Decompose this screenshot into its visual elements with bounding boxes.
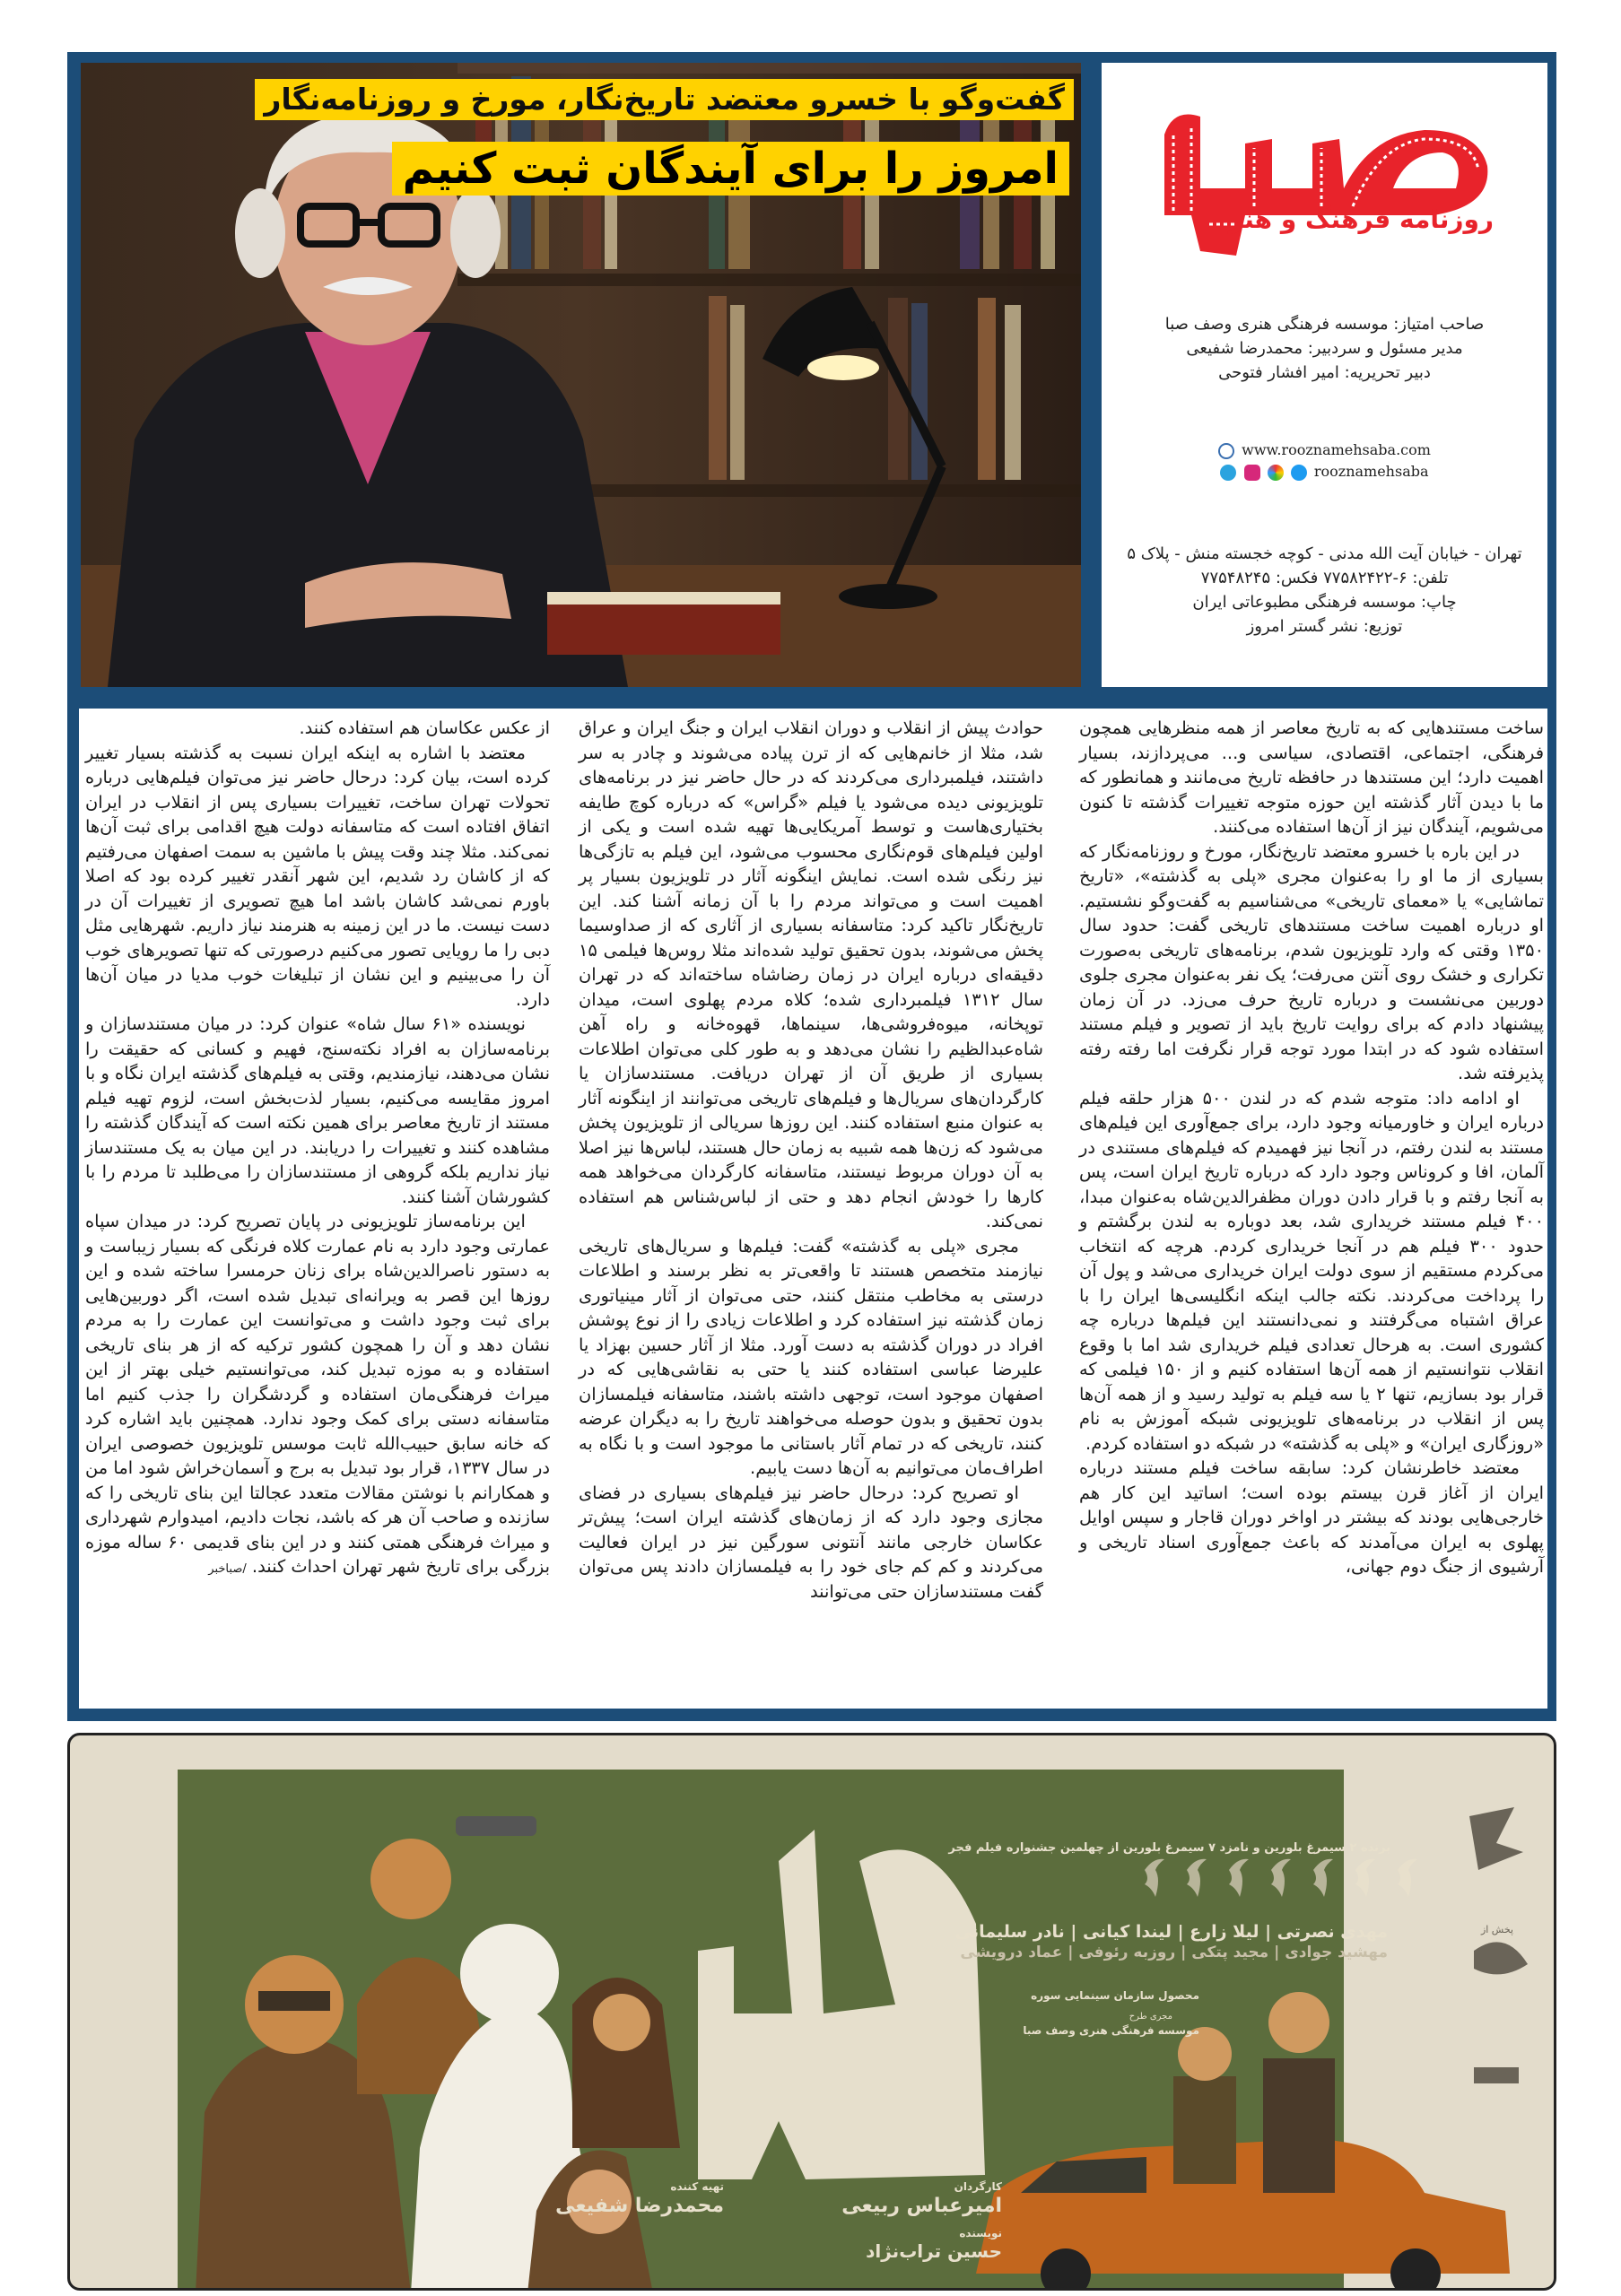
distribution: توزیع: نشر گستر امروز (1246, 617, 1403, 636)
paragraph: معتضد با اشاره به اینکه ایران نسبت به گذشته بسیار تغییر کرده است، بیان کرد: درحال حاضر نیز می‌توان فیلم‌هایی درباره تحولات تهران ساخت، تغییرات بسیاری پس از انقلاب در ایران اتفاق افتاده است که متاسفانه دولت هیچ اقدامی برای ثبت آن‌ها نمی‌کند. مثلا چند وقت پیش با ماشین به سمت اصفهان می‌رفتیم که از کاشان رد شدیم، این شهر آنقدر تغییر کرده بود که اصلا باورم نمی‌شد کاشان باشد اما هیچ تصویری از تغییرات آن در دست نیست. ما در این زمینه به هنرمند نیاز داریم. شهرهایی مثل دبی را ما رویایی تصور می‌کنیم درصورتی که تنها تصویرهای خوب آن را می‌بینیم و این نشان از تبلیغات خوب مدیا در میان آن‌ها دارد. (85, 742, 550, 1010)
paragraph: ساخت مستندهایی که به تاریخ معاصر از همه منظرهایی همچون فرهنگی، اجتماعی، اقتصادی، سیاسی و... می‌پردازند، بسیار اهمیت دارد؛ این مستندها در حافظه تاریخ می‌مانند و همانطور که ما با دیدن آثار گذشته این حوزه متوجه تغییرات گذشته تا کنون می‌شویم، آیندگان نیز از آن‌ها استفاده می‌کنند. (1079, 718, 1544, 837)
staff-list (1102, 312, 1547, 385)
writer-name: حسین تراب‌نژاد (866, 2240, 1002, 2262)
festival-awards-line: برنده ۲ سیمرغ بلورین و نامزد ۷ سیمرغ بلورین از چهلمین جشنواره فیلم فجر (948, 1841, 1390, 1855)
director-name: امیرعباس ربیعی (841, 2195, 1002, 2217)
social-handle[interactable]: rooznamehsaba (1313, 463, 1429, 480)
simorgh-award-icon (1271, 1859, 1291, 1897)
phone-fax: تلفن: ۶-۷۷۵۸۲۴۲۲ فکس: ۷۷۵۴۸۲۴۵ (1200, 569, 1449, 587)
staff-owner: صاحب امتیاز: موسسه فرهنگی هنری وصف صبا (1164, 315, 1485, 334)
simorgh-award-icon (1145, 1859, 1164, 1897)
distributor-logo (1474, 1942, 1528, 1974)
paragraph: در این باره با خسرو معتضد تاریخ‌نگار، مورخ و روزنامه‌نگار که بسیاری از ما او را به‌عنوان مجری «پلی به گذشته»، «تاریخ تماشایی» یا «معمای تاریخی» می‌شناسیم به گفت‌وگو نشستیم. او درباره اهمیت ساخت مستندهای تاریخی گفت: حدود سال ۱۳۵۰ وقتی که وارد تلویزیون شدم، برنامه‌های تاریخی به‌صورت تکراری و خشک روی آنتن می‌رفت؛ یک نفر به‌عنوان مجری جلوی دوربین می‌نشست و درباره تاریخ حرف می‌زد. در آن زمان پیشنهاد دادم که برای روایت تاریخ باید از تصویر و فیلم مستند استفاده شود که در ابتدا مورد توجه قرار نگرفت اما رفته رفته پذیرفته شد. (1079, 840, 1544, 1083)
director-label: کارگردان (954, 2180, 1002, 2193)
paragraph: نویسنده «۶۱ سال شاه» عنوان کرد: در میان مستندسازان و برنامه‌سازان به افراد نکته‌سنج، فهیم و کسانی که حقیقت را نشان می‌دهند، نیازمندیم، وقتی به فیلم‌های گذشته ایران نگاه و با امروز مقایسه می‌کنیم، بسیار لذت‌بخش است، لزوم تهیه فیلم مستند از تاریخ معاصر برای همین نکته است که آیندگان گذشته را مشاهده کنند و تغییرات را دریابند. در این میان به یک مستندساز نیاز نداریم بلکه گروهی از مستندسازان را می‌طلبد تا مردم را با کشورشان آشنا کنند. (85, 1013, 550, 1207)
article-headline: امروز را برای آیندگان ثبت کنیم (392, 142, 1069, 196)
news-source: /صباخبر (208, 1562, 247, 1576)
address: تهران - خیابان آیت الله مدنی - کوچه خجسته منش - پلاک ۵ (1127, 544, 1522, 563)
paragraph: از عکس عکاسان هم استفاده کنند. (299, 718, 550, 738)
rubika-icon[interactable] (1268, 465, 1284, 481)
globe-icon (1218, 443, 1234, 459)
instagram-icon[interactable] (1244, 465, 1260, 481)
paragraph (85, 1209, 550, 1582)
paragraph: او ادامه داد: متوجه شدم که در لندن ۵۰۰ هزار حلقه فیلم درباره ایران و خاورمیانه وجود دارد، برای جمع‌آوری این فیلم‌های مستند به لندن رفتم، در آنجا نیز فهمیدم که فیلم‌های مستندی در آلمان، افا و کروناس وجود دارد که درباره تاریخ ایران است، پس به آنجا رفتم و با قرار دادن دوران مظفرالدین‌شاه به‌عنوان مبدا، ۴۰۰ فیلم مستند خریداری شد، بعد دوباره به لندن برگشتم و حدود ۳۰۰ فیلم هم در آنجا خریداری کردم. هرچه که انتخاب می‌کردم مستقیم از سوی دولت ایران خریداری می‌شد و پول آن را پرداخت می‌کردند. نکته جالب اینکه انگلیسی‌ها ایران را با عراق اشتباه می‌گرفتند و نمی‌دانستند این فیلم‌ها درباره چه کشوری است. به هرحال تعدادی فیلم خریداری شد اما با وقوع انقلاب نتوانستیم از همه آن‌ها استفاده کنیم و از ۱۵۰ فیلمی که قرار بود بسازیم، تنها ۲ یا سه فیلم به تولید رسید و از همه آن‌ها پس از انقلاب در برنامه‌های تلویزیونی شبکه آموزش به نام «روزگاری ایران» و «پلی به گذشته» در شبکه دو استفاده کردم. (1079, 1087, 1545, 1454)
printer: چاپ: موسسه فرهنگی مطبوعاتی ایران (1192, 593, 1457, 612)
distributor-logos (1469, 1807, 1528, 2083)
article-column-3 (85, 716, 550, 1702)
paragraph: حوادث پیش از انقلاب و دوران انقلاب ایران و جنگ ایران و عراق شد، مثلا از خانم‌هایی که از ترن پیاده می‌شوند و چادر به سر داشتند، فیلمبرداری می‌کردند که در حال حاضر نیز در برنامه‌های تلویزیونی دیده می‌شود یا فیلم «گراس» که درباره کوچ طایفه بختیاری‌هاست و توسط آمریکایی‌ها تهیه شده است و یکی از اولین فیلم‌های قوم‌نگاری محسوب می‌شود، این فیلم به تازگی‌ها نیز رنگی شده است. نمایش اینگونه آثار در تلویزیون بسیار پر اهمیت است و می‌تواند مردم را با آن زمانه آشنا کند. این تاریخ‌نگار تاکید کرد: متاسفانه بسیاری از آثاری که از صداوسیما پخش می‌شوند، بدون تحقیق تولید شده‌اند مثلا روس‌ها فیلمی ۱۵ دقیقه‌ای درباره ایران در زمان رضاشاه ساخته‌اند که در تهران سال ۱۳۱۲ فیلمبرداری شده؛ کلاه مردم پهلوی است، میدان توپخانه، میوه‌فروشی‌ها، سینماها، قهوه‌خانه و راه آهن شاه‌عبدالظیم را نشان می‌دهد و به طور کلی می‌توان اطلاعات بسیاری از طریق آن از تهران دریافت. مستندسازان یا کارگردان‌های سریال‌ها و فیلم‌های تاریخی می‌توانند از اینگونه آثار به عنوان منبع استفاده کنند. این روزها سریالی از تلویزیون پخش می‌شود که زن‌ها همه شبیه به زمان حال هستند، لباس‌ها نیز اصلا به آن دوران مربوط نیستند، متاسفانه کارگردان می‌خواهد همه کارها را خودش انجام دهد و حتی از لباس‌شناس هم استفاده نمی‌کند. (579, 718, 1043, 1231)
paragraph: او تصریح کرد: درحال حاضر نیز فیلم‌های بسیاری در فضای مجازی وجود دارد که از زمان‌های گذشته ایران است؛ پیش‌تر عکاسان خارجی مانند آنتونی سورگین نیز در ایران فعالیت می‌کردند و کم کم جای خود را به فیلمسازان دادند پس می‌توان گفت مستندسازان حتی می‌توانند (579, 1482, 1043, 1602)
producer-label: تهیه کننده (670, 2180, 724, 2193)
handgun (456, 1816, 536, 1836)
simorgh-award-icon (1398, 1859, 1417, 1897)
website-link[interactable]: www.rooznamehsaba.com (1242, 441, 1431, 458)
paragraph: مجری «پلی به گذشته» گفت: فیلم‌ها و سریال‌های تاریخی نیازمند متخصص هستند تا واقعی‌تر به نظر برسند و اطلاعات درستی به مخاطب منتقل کنند، حتی می‌توان از آثار مینیاتوری زمان گذشته نیز استفاده کرد و اطلاعات زیادی را از نوع پوشش افراد در دوران گذشته به دست آورد. مثلا از آثار حسین بهزاد یا علیرضا عباسی استفاده کنند یا حتی به نقاشی‌هایی که در اصفهان موجود است، توجهی داشته باشند، متاسفانه فیلمسازان بدون تحقیق و بدون حوصله می‌خواهند تاریخ را به دیگران عرضه کنند، تاریخی که در تمام آثار باستانی ما موجود است و با نگاه به اطراف‌مان می‌توانیم به آن‌ها دست یابیم. (579, 1235, 1043, 1478)
contact-info (1102, 542, 1547, 639)
distributor-logo (1474, 2067, 1519, 2083)
distributor-logo (1469, 1807, 1523, 1870)
staff-editor-in-chief: مدیر مسئول و سردبیر: محمدرضا شفیعی (1186, 339, 1463, 358)
web-contacts (1102, 439, 1547, 483)
producer-name: محمدرضا شفیعی (555, 2195, 724, 2217)
twitter-icon[interactable] (1291, 465, 1307, 481)
article-column-1 (1079, 716, 1544, 1702)
masthead-tagline: روزنامه فرهنگ و هنر (1228, 204, 1494, 234)
staff-managing-editor: دبیر تحریریه: امیر افشار فتوحی (1218, 363, 1431, 382)
article-column-2 (579, 716, 1043, 1702)
production-company: محصول سازمان سینمایی سوره (1031, 1989, 1199, 2002)
simorgh-award-icon (1313, 1859, 1333, 1897)
poster-characters (196, 1816, 680, 2291)
simorgh-award-icon (1229, 1859, 1249, 1897)
article-kicker: گفت‌وگو با خسرو معتضد تاریخ‌نگار، مورخ و روزنامه‌نگار (255, 79, 1074, 120)
film-poster-ad (67, 1733, 1556, 2291)
simorgh-awards (1145, 1859, 1417, 1897)
distributor-label: پخش از (1480, 1924, 1513, 1935)
masthead-panel (1102, 63, 1547, 687)
film-title-calligraphy (698, 1830, 985, 2179)
paragraph-text: این برنامه‌ساز تلویزیونی در پایان تصریح کرد: در میدان سپاه عمارتی وجود دارد به نام عمارت کلاه فرنگی که بسیار زیباست و به دستور ناصرالدین‌شاه برای زنان حرمسرا ساخته شده و این روزها این قصر به ویرانه‌ای تبدیل شده است، اگر دوربین‌هایی برای ثبت وجود داشت و می‌توانست این عمارت را به مردم نشان دهد و آن را همچون کشور ترکیه که از هر بنای تاریخی استفاده و به موزه تبدیل کند، می‌توانستیم خیلی بهتر از این میراث فرهنگی‌مان استفاده و گردشگران را جذب کنیم اما متاسفانه دستی برای کمک وجود ندارد. همچنین باید اشاره کرد که خانه سابق حبیب‌الله ثابت موسس تلویزیون خصوصی ایران در سال ۱۳۳۷، قرار بود تبدیل به برج و آسمان‌خراش شود اما من و همکارانم با نوشتن مقالات متعدد عجالتا این بنای تاریخی را که سازنده و صاحب آن هر که باشد، نجات دادیم، امیدوارم شهرداری و میراث فرهنگی همتی کنند و در این بنای قدیمی ۶۰ ساله موزه بزرگی برای تاریخ شهر تهران احداث کنند. (85, 1211, 551, 1577)
poster-artwork (70, 1735, 1556, 2291)
paragraph: معتضد خاطرنشان کرد: سابقه ساخت فیلم مستند درباره ایران از آغاز قرن بیستم بوده است؛ اساتید این کار هم خارجی‌هایی بودند که بیشتر در اواخر دوران قاجار و سپس اوایل پهلوی به ایران می‌آمدند که باعث جمع‌آوری اسناد تاریخی و آرشیوی از جنگ دوم جهانی، (1079, 1457, 1544, 1577)
simorgh-award-icon (1187, 1859, 1207, 1897)
cast-row-1: مهدی نصرتی | لیلا زارع | لیندا کیانی | نادر سلیمانی (954, 1922, 1388, 1942)
book (547, 601, 780, 655)
executor-label: مجری طرح (1129, 2012, 1172, 2022)
cast-row-2: مهشید جوادی | مجید پتکی | روزبه رئوفی | عماد درویشی (960, 1944, 1388, 1961)
simorgh-award-icon (1355, 1859, 1375, 1897)
telegram-icon[interactable] (1220, 465, 1236, 481)
writer-label: نویسنده (959, 2227, 1002, 2239)
executor-name: موسسه فرهنگی هنری وصف صبا (1023, 2024, 1199, 2037)
